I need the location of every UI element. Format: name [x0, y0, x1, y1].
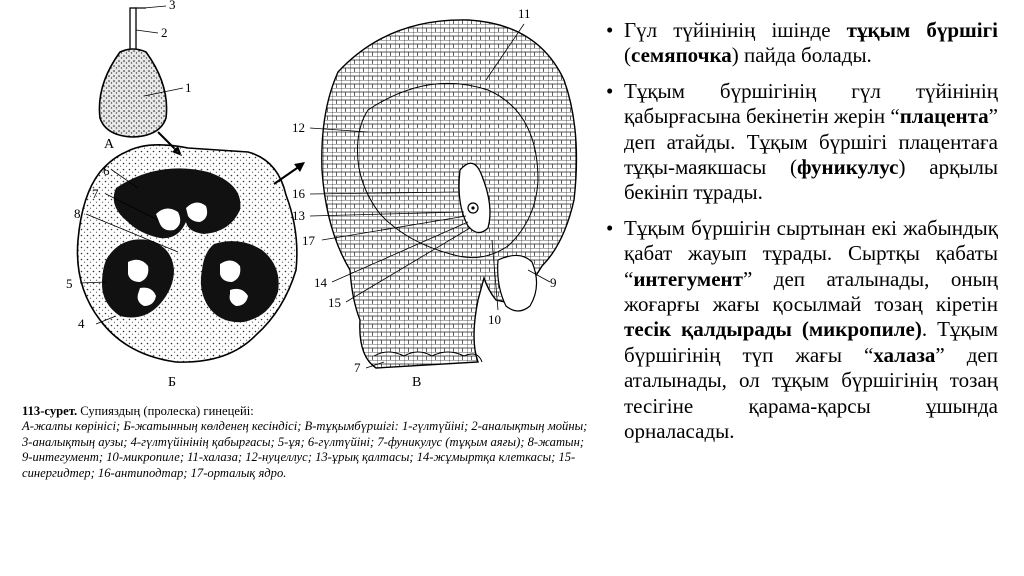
caption-number: 113-сурет. — [22, 404, 78, 418]
bullet-3-text-1: Тұқым бүршігін сыртынан екі жабындық қабат жауып тұрады. Сыртқы қабаты “ — [624, 215, 998, 291]
label-14: 14 — [314, 275, 327, 290]
label-13: 13 — [292, 208, 305, 223]
bullet-1-text-2: ( — [624, 43, 631, 68]
caption-legend: А-жалпы көрінісі; Б-жатынның көлденең кесіндісі; В-тұқымбүршігі: 1-гүлтүйіні; 2-аналықтың мойны; 3-аналықтың аузы; 4-гүлтүйінінің қабырғасы; 5-ұя; 6-гүлтүйіні; 7-фуникулус (тұқым аяғы); 8-жатын; 9-интегумент; 10-микропиле; 11-халаза; 12-нуцеллус; 13-ұрық қалтасы; 14-жұмыртқа клеткасы; 15-синергидтер; 16-антиподтар; 17-орталық ядро. — [22, 419, 588, 480]
bullet-3-term-chalaza: халаза — [873, 342, 936, 367]
bullet-1-term-ovule: тұқым бүршігі — [846, 18, 998, 42]
bullet-2-text-3: ) арқылы бекініп тұрады. — [624, 155, 998, 205]
label-2: 2 — [161, 25, 168, 40]
ovary-cross-section — [77, 145, 305, 362]
bullet-3-text-2: ” деп аталынады, оның жоғарғы жағы қосылмай тозаң кіретін — [624, 266, 998, 317]
bullet-2-text-1: Тұқым бүршігінің гүл түйінінің қабырғасына бекінетін жерін “ — [624, 78, 998, 129]
label-4: 4 — [78, 316, 85, 331]
ovule-section — [310, 20, 576, 368]
label-7b: 7 — [354, 360, 361, 375]
caption-title: Супияздың (пролеска) гинецейі: — [77, 404, 254, 418]
panel-label-b: Б — [168, 375, 177, 390]
bullet-ovule-origin — [604, 18, 998, 69]
bullet-placenta — [604, 79, 998, 206]
pistil-overview — [99, 6, 183, 156]
label-15: 15 — [328, 295, 341, 310]
label-8: 8 — [74, 206, 81, 221]
bullet-2-term-placenta: плацента — [899, 104, 989, 129]
label-3: 3 — [169, 0, 176, 12]
bullet-3-text-4: ” деп аталынады, ол тұқым бүршігінің тозаң тесігіне қарама-қарсы ұшында орналасады. — [624, 342, 998, 444]
bullet-integument — [604, 216, 998, 445]
label-9: 9 — [550, 275, 557, 290]
bullet-2-text-2: ” деп атайды. Тұқым бүршігі плацентаға тұқы-маякшасы ( — [624, 104, 998, 180]
label-16: 16 — [292, 186, 305, 201]
bullet-3-term-integument: интегумент — [633, 266, 743, 291]
bullet-2-term-funiculus: фуникулус — [797, 155, 899, 180]
label-10: 10 — [488, 312, 501, 327]
bullet-3-text-3: . Тұқым бүршігінің түп жағы “ — [624, 317, 998, 367]
label-17: 17 — [302, 233, 315, 248]
bullet-1-text-3: ) пайда болады. — [731, 43, 872, 68]
text-panel — [604, 18, 998, 455]
ovule-diagram — [8, 0, 600, 400]
panel-label-v: В — [412, 375, 422, 390]
panel-label-a: А — [104, 137, 115, 152]
bullet-1-term-semyapochka: семяпочка — [631, 43, 732, 68]
label-6: 6 — [103, 163, 110, 178]
bullet-1-text-1: Гүл түйінінің ішінде — [624, 18, 847, 42]
label-12: 12 — [292, 120, 305, 135]
label-7a: 7 — [92, 186, 99, 201]
label-5: 5 — [66, 276, 73, 291]
label-1: 1 — [185, 80, 192, 95]
bullet-3-term-micropyle: тесік қалдырады (микропиле) — [624, 317, 922, 342]
figure-caption — [22, 404, 592, 481]
label-11: 11 — [518, 6, 531, 21]
